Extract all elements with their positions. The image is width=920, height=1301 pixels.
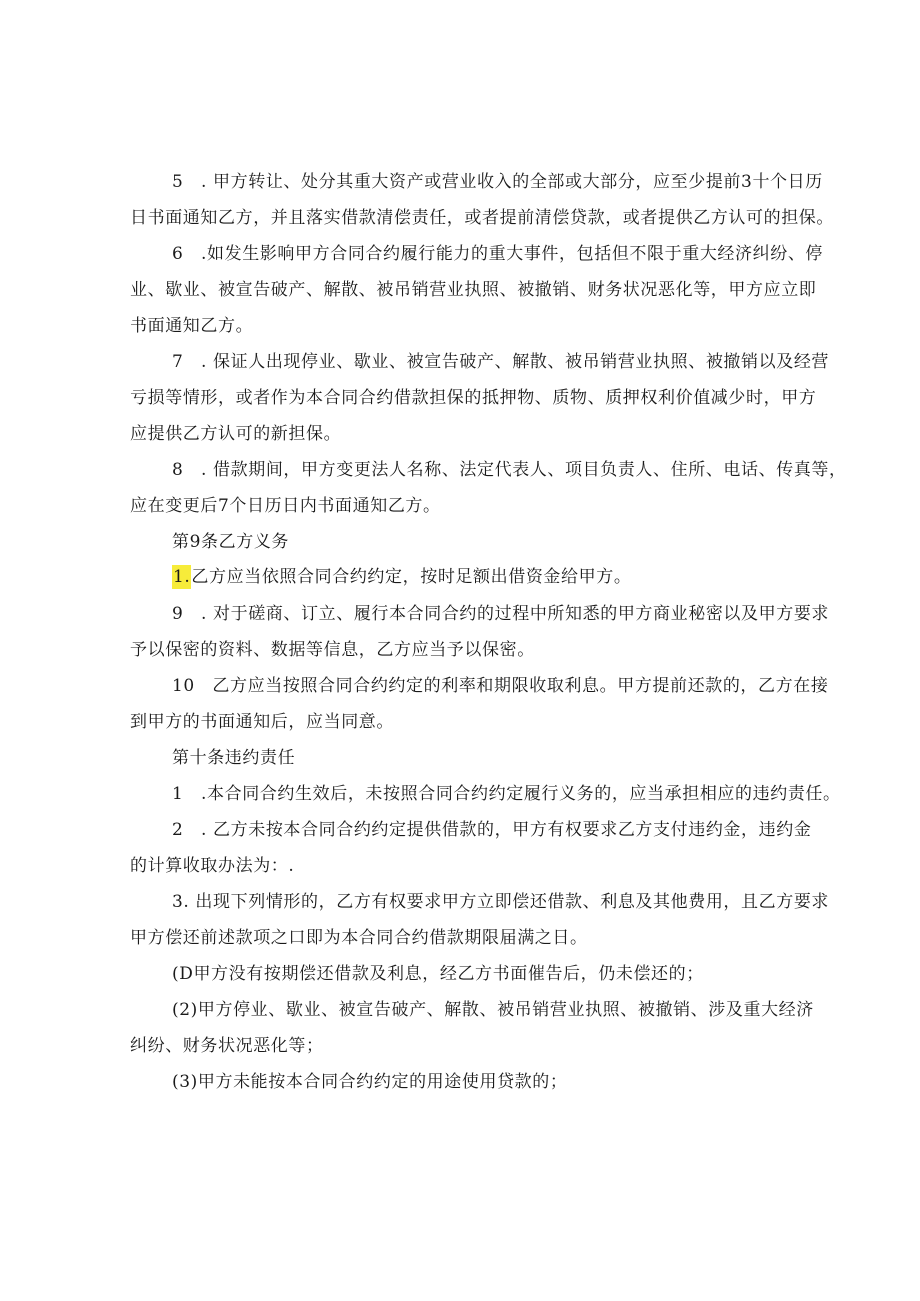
text-line: (2)甲方停业、歇业、被宣告破产、解散、被吊销营业执照、被撤销、涉及重大经济 [172,1000,814,1020]
text-line: 纠纷、财务状况恶化等； [130,1036,324,1056]
text-line: 亏损等情形，或者作为本合同合约借款担保的抵押物、质物、质押权利价值减少时，甲方 [130,388,817,408]
text-line: 业、歇业、被宣告破产、解散、被吊销营业执照、被撤销、财务状况恶化等，甲方应立即 [130,280,817,300]
text-line: 甲方偿还前述款项之口即为本合同合约借款期限届满之日。 [130,928,588,948]
text-line: 7 . 保证人出现停业、歇业、被宣告破产、解散、被吊销营业执照、被撤销以及经营 [172,352,830,372]
text-line: 日书面通知乙方，并且落实借款清偿责任，或者提前清偿贷款，或者提供乙方认可的担保。 [130,208,834,228]
text-line: 1 .本合同合约生效后，未按照合同合约约定履行义务的，应当承担相应的违约责任。 [172,784,841,804]
text-line: 3. 出现下列情形的，乙方有权要求甲方立即偿还借款、利息及其他费用，且乙方要求 [172,892,830,912]
text-line: 9 . 对于磋商、订立、履行本合同合约的过程中所知悉的甲方商业秘密以及甲方要求 [172,604,830,624]
text-line: 8 . 借款期间，甲方变更法人名称、法定代表人、项目负责人、住所、电话、传真等， [172,460,847,480]
text-line: (D甲方没有按期偿还借款及利息，经乙方书面催告后，仍未偿还的； [172,964,704,984]
text-line: 到甲方的书面通知后，应当同意。 [130,712,394,732]
text-line: 的计算收取办法为：. [130,856,295,876]
section-heading: 第9条乙方义务 [172,532,290,552]
text-line: 书面通知乙方。 [130,316,254,336]
text-line: 应在变更后7个日历日内书面通知乙方。 [130,496,441,516]
text-line: 5 . 甲方转让、处分其重大资产或营业收入的全部或大部分，应至少提前3十个日历 [172,172,823,192]
text-line: 10 乙方应当按照合同合约约定的利率和期限收取利息。甲方提前还款的，乙方在接 [172,676,829,696]
text-line: 应提供乙方认可的新担保。 [130,424,342,444]
text-segment: 乙方应当依照合同合约约定，按时足额出借资金给甲方。 [191,567,632,587]
highlighted-number: 1. [173,567,191,587]
text-line: 6 .如发生影响甲方合同合约履行能力的重大事件，包括但不限于重大经济纠纷、停 [172,244,824,264]
text-line: (3)甲方未能按本合同合约约定的用途使用贷款的； [172,1072,568,1092]
text-line: 予以保密的资料、数据等信息，乙方应当予以保密。 [130,640,535,660]
text-line: 2 . 乙方未按本合同合约约定提供借款的，甲方有权要求乙方支付违约金，违约金 [172,820,812,840]
section-heading: 第十条违约责任 [172,748,296,768]
text-line [172,565,631,589]
